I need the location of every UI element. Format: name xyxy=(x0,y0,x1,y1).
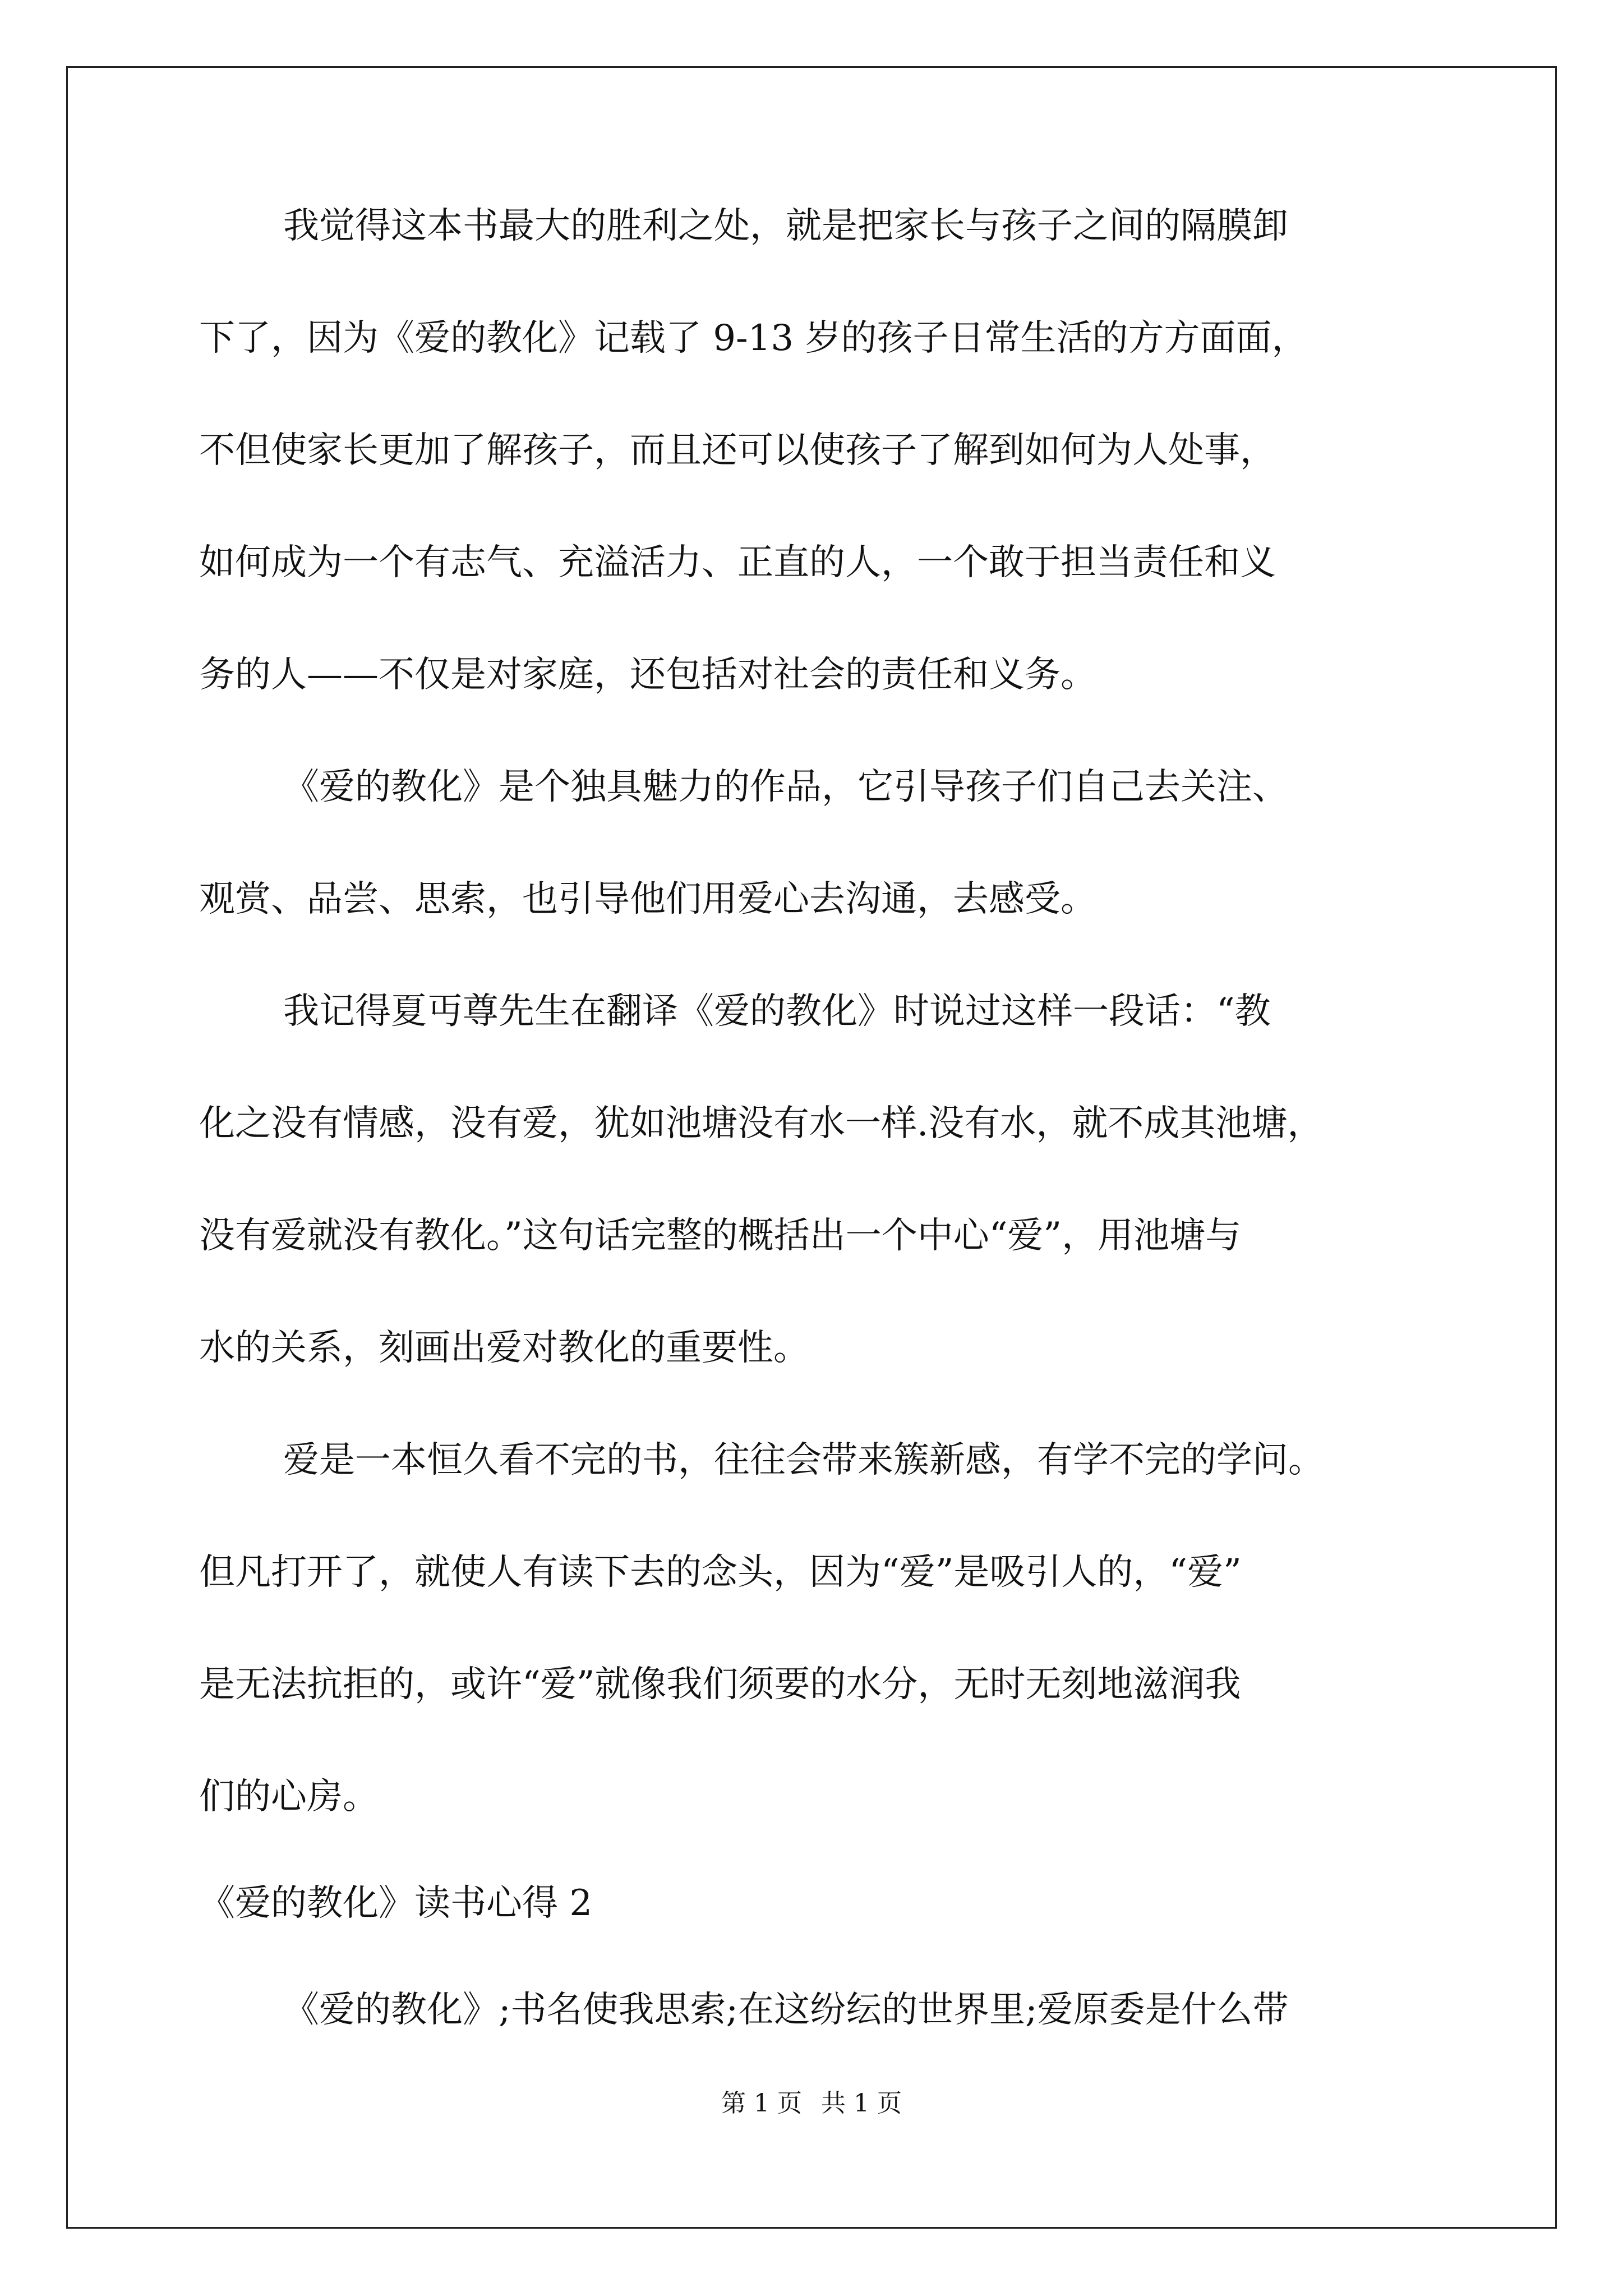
paragraph-line: 没有爱就没有教化。”这句话完整的概括出一个中心“爱”，用池塘与 xyxy=(199,1215,1242,1257)
paragraph-line: 化之没有情感，没有爱，犹如池塘没有水一样.没有水，就不成其池塘， xyxy=(199,1103,1324,1144)
paragraph-line: 不但使家长更加了解孩子，而且还可以使孩子了解到如何为人处事， xyxy=(199,430,1276,471)
paragraph-line: 但凡打开了，就使人有读下去的念头，因为“爱”是吸引人的，“爱” xyxy=(199,1552,1242,1593)
page-footer xyxy=(0,2087,1623,2120)
paragraph-line: 我记得夏丏尊先生在翻译《爱的教化》时说过这样一段话：“教 xyxy=(283,991,1271,1032)
section-heading: 《爱的教化》读书心得 2 xyxy=(199,1883,593,1924)
paragraph-line: 爱是一本恒久看不完的书，往往会带来簇新感，有学不完的学问。 xyxy=(283,1439,1324,1481)
paragraph-line: 我觉得这本书最大的胜利之处，就是把家长与孩子之间的隔膜卸 xyxy=(283,205,1288,247)
paragraph-line: 是无法抗拒的，或许“爱”就像我们须要的水分，无时无刻地滋润我 xyxy=(199,1664,1241,1705)
paragraph-line: 下了，因为《爱的教化》记载了 9-13 岁的孩子日常生活的方方面面， xyxy=(199,318,1308,359)
paragraph-line: 观赏、品尝、思索，也引导他们用爱心去沟通，去感受。 xyxy=(199,878,1096,920)
paragraph-line: 《爱的教化》;书名使我思索;在这纷纭的世界里;爱原委是什么带 xyxy=(283,1989,1289,2031)
paragraph-line: 如何成为一个有志气、充溢活力、正直的人，一个敢于担当责任和义 xyxy=(199,542,1276,583)
paragraph-line: 们的心房。 xyxy=(199,1776,379,1818)
paragraph-line: 务的人——不仅是对家庭，还包括对社会的责任和义务。 xyxy=(199,654,1096,696)
paragraph-line: 水的关系，刻画出爱对教化的重要性。 xyxy=(199,1327,809,1369)
paragraph-line: 《爱的教化》是个独具魅力的作品，它引导孩子们自己去关注、 xyxy=(283,766,1288,808)
page-number-total: 共 1 页 xyxy=(821,2089,902,2118)
page-number-current: 第 1 页 xyxy=(721,2089,802,2118)
